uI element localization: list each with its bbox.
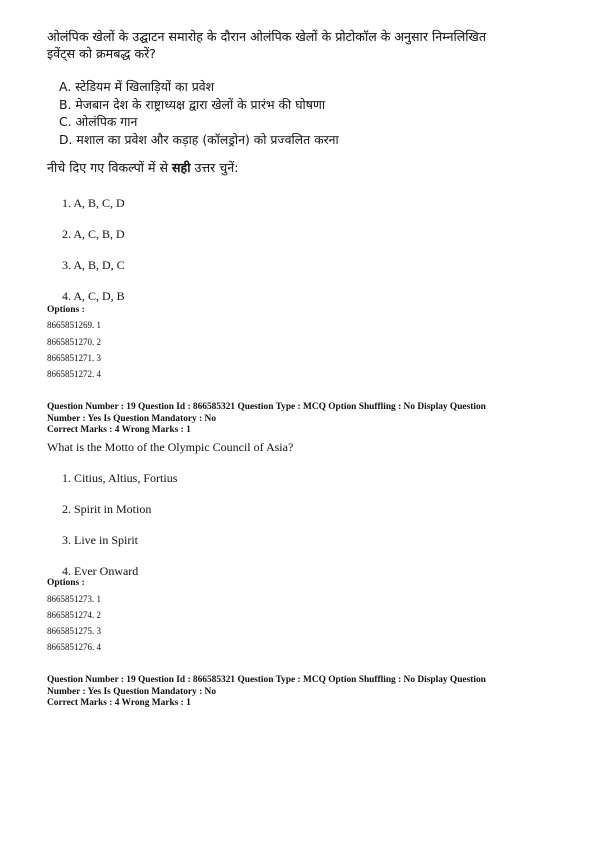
question-text: What is the Motto of the Olympic Council of Asia? bbox=[47, 440, 294, 454]
option-id-1: 8665851273. 1 bbox=[47, 594, 101, 604]
statement-c: C. ओलंपिक गान bbox=[59, 114, 138, 129]
option-id-3: 8665851271. 3 bbox=[47, 353, 101, 363]
option-4: 4. A, C, D, B bbox=[62, 289, 125, 303]
question-line-1: ओलंपिक खेलों के उद्घाटन समारोह के दौरान ओलंपिक खेलों के प्रोटोकॉल के अनुसार निम्नलिखित bbox=[47, 29, 486, 44]
option-id-2: 8665851270. 2 bbox=[47, 337, 101, 347]
option-id-3: 8665851275. 3 bbox=[47, 626, 101, 636]
option-id-1: 8665851269. 1 bbox=[47, 320, 101, 330]
meta-line-2: Number : Yes Is Question Mandatory : No bbox=[47, 686, 217, 697]
meta-line-1: Question Number : 19 Question Id : 866585321 Question Type : MCQ Option Shuffling : No Display Question bbox=[47, 402, 486, 412]
question-text-hindi bbox=[47, 28, 557, 62]
choose-bold: सही bbox=[172, 160, 191, 175]
choose-instruction bbox=[47, 159, 239, 176]
statement-a: A. स्टेडियम में खिलाड़ियों का प्रवेश bbox=[59, 79, 215, 94]
options-label: Options : bbox=[47, 578, 85, 588]
option-id-2: 8665851274. 2 bbox=[47, 610, 101, 620]
option-2: 2. A, C, B, D bbox=[62, 227, 125, 241]
choose-post: उत्तर चुनें: bbox=[190, 160, 239, 175]
option-3: 3. Live in Spirit bbox=[62, 533, 138, 547]
options-label: Options : bbox=[47, 305, 85, 315]
option-4: 4. Ever Onward bbox=[62, 564, 139, 578]
option-1: 1. A, B, C, D bbox=[62, 196, 125, 210]
meta-line-2: Number : Yes Is Question Mandatory : No bbox=[47, 413, 217, 424]
question-meta bbox=[47, 402, 557, 437]
meta-line-3: Correct Marks : 4 Wrong Marks : 1 bbox=[47, 425, 191, 435]
option-id-4: 8665851276. 4 bbox=[47, 642, 101, 652]
question-meta-next bbox=[47, 675, 557, 710]
choose-pre: नीचे दिए गए विकल्पों में से bbox=[47, 160, 173, 175]
meta-line-3: Correct Marks : 4 Wrong Marks : 1 bbox=[47, 698, 191, 708]
statement-d: D. मशाल का प्रवेश और कड़ाह (कॉलड्रोन) को प्रज्वलित करना bbox=[59, 131, 339, 147]
meta-line-1: Question Number : 19 Question Id : 866585321 Question Type : MCQ Option Shuffling : No Display Question bbox=[47, 675, 486, 685]
statement-b: B. मेजबान देश के राष्ट्राध्यक्ष द्वारा खेलों के प्रारंभ की घोषणा bbox=[59, 96, 326, 112]
option-2: 2. Spirit in Motion bbox=[62, 502, 152, 516]
option-id-4: 8665851272. 4 bbox=[47, 369, 101, 379]
option-1: 1. Citius, Altius, Fortius bbox=[62, 471, 178, 485]
statement-list bbox=[59, 78, 339, 148]
option-3: 3. A, B, D, C bbox=[62, 258, 125, 272]
question-line-2: इवेंट्स को क्रमबद्ध करें? bbox=[47, 46, 156, 61]
